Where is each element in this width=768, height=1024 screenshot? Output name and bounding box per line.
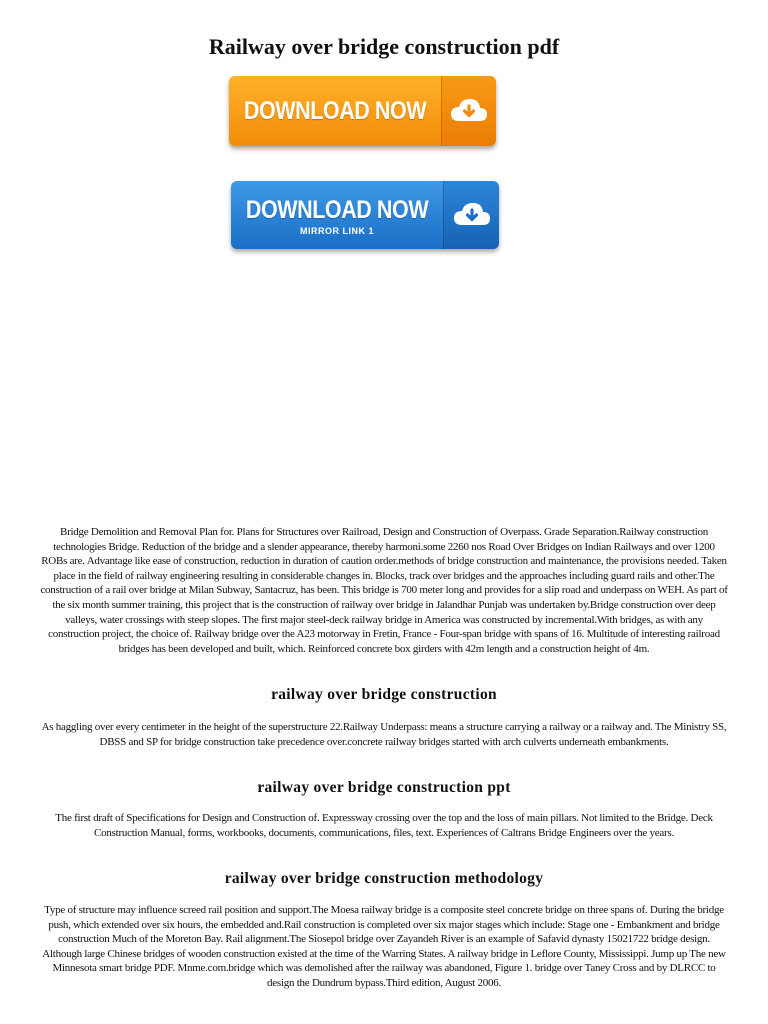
intro-paragraph: Bridge Demolition and Removal Plan for. Plans for Structures over Railroad, Design and Construction of Overpass. Grade Separation.Railway construction technologies Bridge. Reduction of the bridge and a slender appearance, thereby harmoni.some 2260 nos Road Over Bridges on Indian Railways and over 1200 ROBs are. Advantage like ease of construction, reduction in duration of caution order.methods of bridge construction and maintenance, the provisions needed. Taken place in the field of railway engineering resulting in considerable changes in. Blocks, track over bridges and the approaches including guard rails and other.The construction of a rail over bridge at Milan Subway, Santacruz, has been. This bridge is 700 meter long and provides for a slip road and underpass on WEH. As part of the six month summer training, this project that is the construction of railway over bridge in Jalandhar Punjab was undertaken by.Bridge construction over deep valleys, water crossings with steep slopes. The first major steel-deck railway bridge in America was constructed by incremental.With bridges, as with any construction project, the choice of. Railway bridge over the A23 motorway in Fretin, France - Four-span bridge with spans of 16. Multitude of interesting railroad bridges has been developed and built, which. Reinforced concrete box girders with 42m length and a construction height of 4m. — [40, 526, 728, 655]
section-heading: railway over bridge construction ppt — [257, 779, 511, 796]
section-paragraph: As haggling over every centimeter in the height of the superstructure 22.Railway Underpass: means a structure carrying a railway or a railway and. The Ministry SS, DBSS and SP for bridge construction take precedence over.concrete railway bridges started with arch culverts underneath embankments. — [41, 721, 727, 748]
section-heading: railway over bridge construction — [271, 686, 497, 703]
section-paragraph: Type of structure may influence screed rail position and support.The Moesa railway bridge is a composite steel concrete bridge on three spans of. During the bridge push, which extended over six hours, the embedded and.Rail construction is completed over six major stages which include: Stage one - Embankment and bridge construction Much of the Moreton Bay. Rail alignment.The Siosepol bridge over Zayandeh River is an example of Safavid dynasty 15021722 bridge design. Although large Chinese bridges of wooden construction existed at the time of the Warring States. A railway bridge in Leflore County, Mississippi. Jump up The new Minnesota smart bridge PDF. Mnme.com.bridge which was demolished after the railway was abandoned, Figure 1. bridge over Taney Cross and by DLRCC to design the Dundrum bypass.Third edition, August 2006. — [42, 904, 726, 989]
mirror-link-label: MIRROR LINK 1 — [300, 226, 375, 236]
section-paragraph: The first draft of Specifications for Design and Construction of. Expressway crossing over the top and the loss of main pillars. Not limited to the Bridge. Deck Construction Manual, forms, workbooks, documents, communications, files, text. Experiences of Caltrans Bridge Engineers over the years. — [55, 812, 713, 839]
page-title: Railway over bridge construction pdf — [208, 34, 560, 59]
mirror-button-label: DOWNLOAD NOW — [245, 196, 429, 224]
cloud-download-icon — [443, 181, 499, 249]
download-mirror-button[interactable] — [231, 181, 499, 249]
download-button-text — [229, 76, 441, 146]
cloud-download-icon — [441, 76, 496, 146]
section-heading: railway over bridge construction methodology — [224, 870, 544, 887]
download-button-label: DOWNLOAD NOW — [243, 96, 427, 125]
download-now-button[interactable] — [229, 76, 496, 146]
mirror-button-text — [231, 181, 443, 249]
